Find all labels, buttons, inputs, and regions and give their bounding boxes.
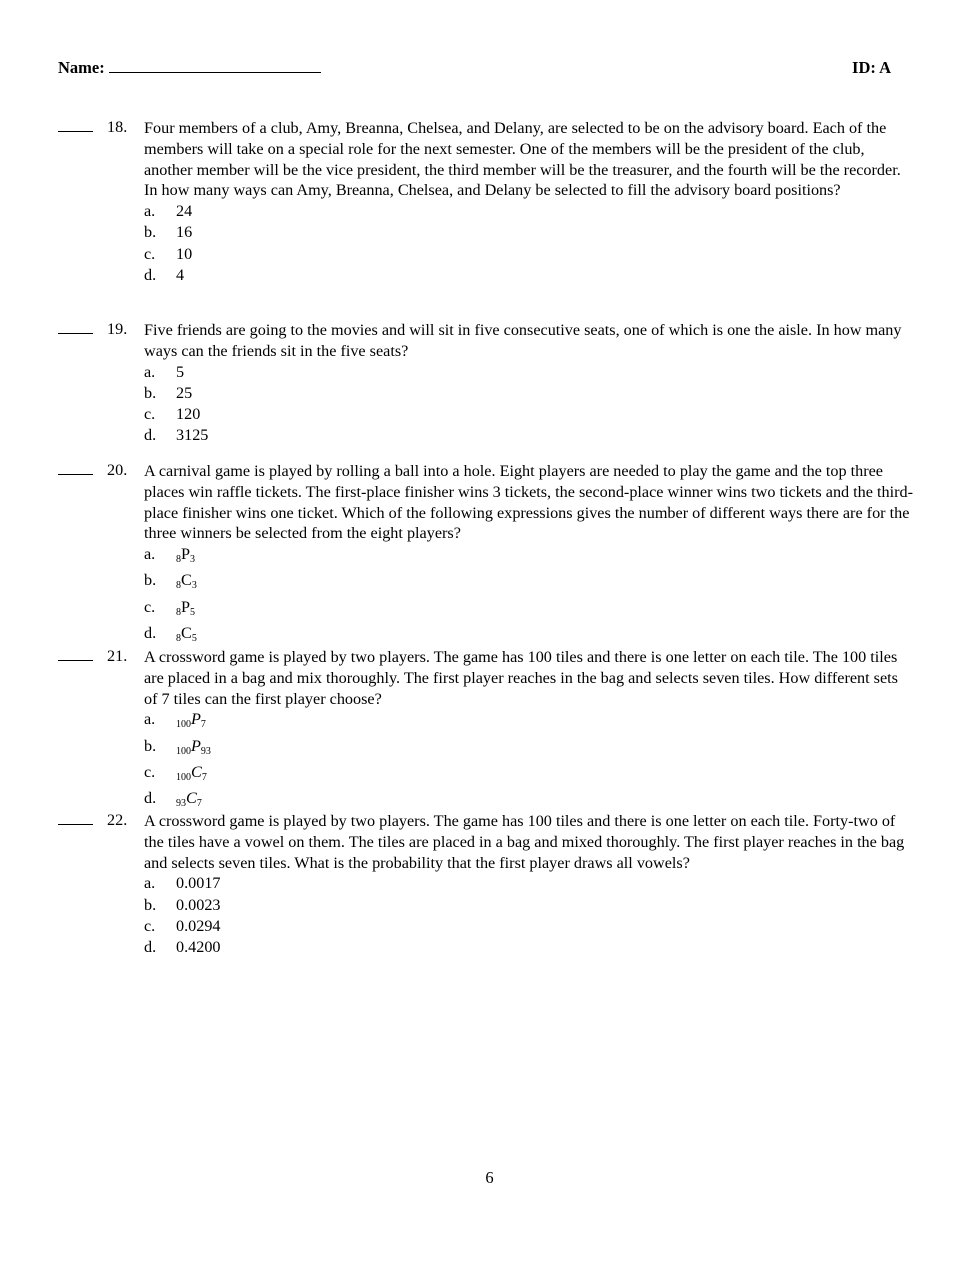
choice-d: d. 3125 — [144, 426, 209, 445]
name-blank-line[interactable] — [109, 58, 321, 73]
question-number: 20. — [107, 461, 128, 479]
choice-a: a. 0.0017 — [144, 874, 221, 893]
choice-b: b. 25 — [144, 383, 193, 402]
expression: $_{100}P_7$ — [176, 710, 206, 731]
answer-blank[interactable] — [58, 131, 93, 132]
choice-d: d. $_{93}C_7$ — [144, 788, 914, 814]
question-number: 19. — [107, 320, 128, 338]
choice-d: d. 4 — [144, 265, 185, 284]
choice-c: c. $_8P_5$ — [144, 597, 914, 623]
choice-d: d. $_8C_5$ — [144, 623, 914, 649]
expression: $_{100}C_7$ — [176, 762, 207, 783]
answer-choices — [144, 201, 914, 286]
choice-a: a. 5 — [144, 362, 185, 381]
question-number: 22. — [107, 811, 128, 829]
answer-choices — [144, 709, 914, 814]
answer-blank[interactable] — [58, 824, 93, 825]
choice-b: b. $_8C_3$ — [144, 570, 914, 596]
answer-blank[interactable] — [58, 660, 93, 661]
choice-a: a. $_{100}P_7$ — [144, 709, 914, 735]
answer-choices — [144, 873, 914, 958]
answer-choices — [144, 544, 914, 649]
choice-b: b. $_{100}P_{93}$ — [144, 736, 914, 762]
expression: $_{93}C_7$ — [176, 789, 202, 809]
expression: $_8C_5$ — [176, 623, 197, 644]
answer-blank[interactable] — [58, 333, 93, 334]
choice-b: b. 0.0023 — [144, 895, 221, 914]
expression: $_{100}P_{93}$ — [176, 736, 211, 757]
choice-a: a. 24 — [144, 202, 193, 221]
choice-c: c. $_{100}C_7$ — [144, 762, 914, 788]
choice-c: c. 0.0294 — [144, 916, 221, 935]
expression: $_8C_3$ — [176, 571, 197, 592]
expression: $_8P_5$ — [176, 597, 196, 618]
question-text: A crossword game is played by two players. The game has 100 tiles and there is one letter on each tile. Forty-two of the tiles have a vowel on them. The tiles are placed in a bag and mixed thoroughly. The first player reaches in the bag and selects seven tiles. What is the probability that the first player draws all vowels? — [144, 812, 905, 872]
choice-a: a. $_8P_3$ — [144, 544, 914, 570]
name-label: Name: — [58, 58, 105, 77]
id-label: ID: A — [852, 58, 891, 77]
name-field — [58, 58, 321, 78]
question-text: A carnival game is played by rolling a ball into a hole. Eight players are needed to play the game and the top three places win raffle tickets. The first-place finisher wins 3 tickets, the second-place winner wins two tickets and the third-place finisher wins one ticket. Which of the following expressions gives the number of different ways there are for the three winners be selected from the eight players? — [144, 462, 913, 543]
question-text: A crossword game is played by two players. The game has 100 tiles and there is one letter on each tile. The 100 tiles are placed in a bag and mix thoroughly. The first player reaches in the bag and selects seven tiles. How different sets of 7 tiles can the first player choose? — [144, 648, 898, 708]
question-text: Four members of a club, Amy, Breanna, Chelsea, and Delany, are selected to be on the advisory board. Each of the members will take on a special role for the next semester. One of the members will be the president of the club, another member will be the vice president, the third member will be the treasurer, and the fourth will be the recorder. In how many ways can Amy, Breanna, Chelsea, and Delany be selected to fill the advisory board positions? — [144, 119, 901, 200]
answer-blank[interactable] — [58, 474, 93, 475]
choice-c: c. 10 — [144, 244, 193, 263]
choice-b: b. 16 — [144, 223, 193, 242]
page-number: 6 — [485, 1168, 494, 1187]
answer-choices — [144, 362, 914, 447]
question-number: 21. — [107, 647, 128, 665]
question-text: Five friends are going to the movies and will sit in five consecutive seats, one of which is one the aisle. In how many ways can the friends sit in the five seats? — [144, 321, 902, 360]
expression: $_8P_3$ — [176, 545, 196, 566]
choice-c: c. 120 — [144, 405, 201, 423]
choice-d: d. 0.4200 — [144, 938, 221, 956]
question-number: 18. — [107, 118, 128, 136]
